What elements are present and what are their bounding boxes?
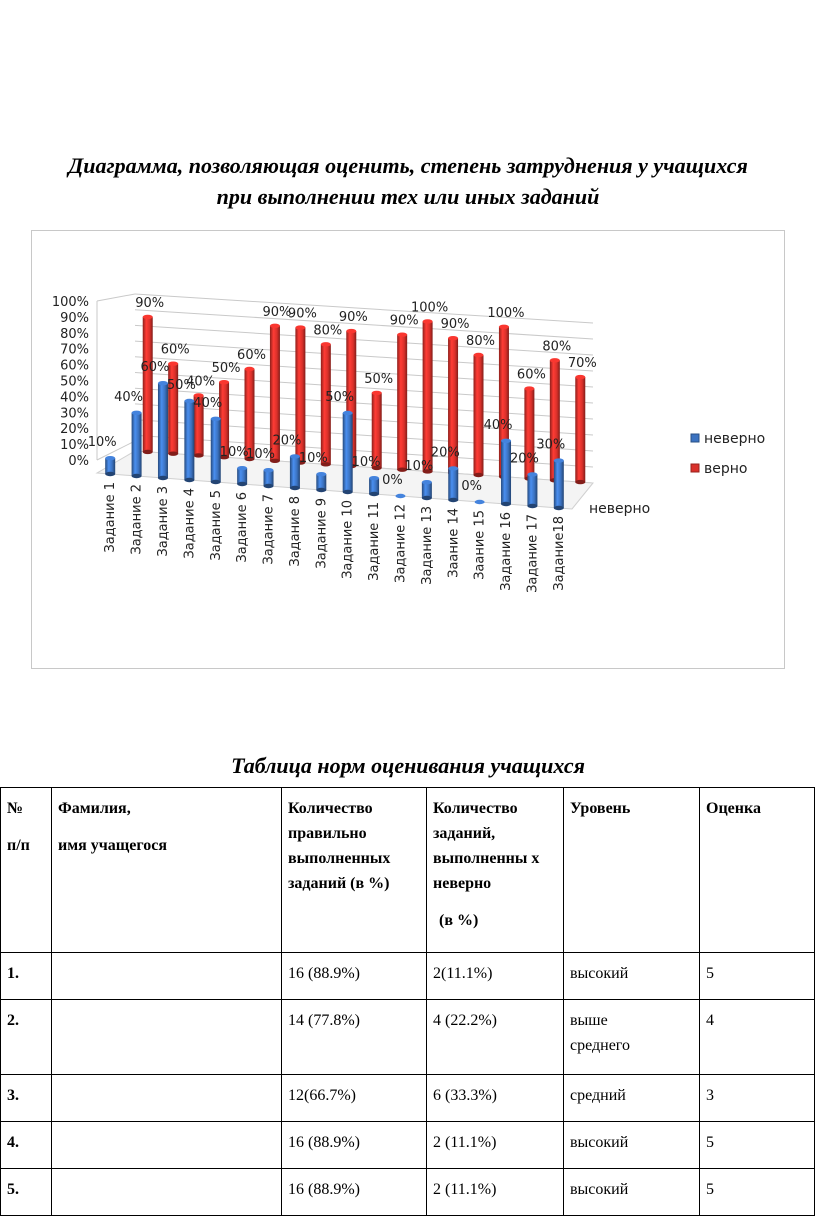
bar-neverno-3-body: [158, 383, 168, 478]
data-label: 50%: [364, 371, 394, 387]
y-tick-label: 0%: [68, 454, 89, 469]
data-label: 0%: [382, 473, 403, 488]
data-label: 40%: [193, 395, 223, 411]
bar-verno-14-top: [474, 353, 484, 357]
table-header-row: [1, 788, 815, 953]
bar-neverno-13-base: [422, 496, 432, 500]
bar-neverno-9-top: [316, 472, 326, 476]
bar-neverno-18-top: [554, 458, 564, 462]
x-tick-label: Задание 2: [129, 484, 145, 555]
bar-neverno-11-top: [369, 476, 379, 480]
legend-swatch: [691, 464, 699, 472]
bar-verno-14: [474, 353, 484, 477]
cell-grade: 5: [700, 1122, 815, 1169]
bar-neverno-17-base: [527, 504, 537, 508]
bar-neverno-8-base: [290, 486, 300, 490]
x-tick-label: Задание 13: [419, 506, 435, 585]
data-label: 60%: [516, 367, 546, 383]
bar-neverno-6-top: [237, 466, 247, 470]
bar-verno-16: [524, 386, 534, 480]
data-label: 10%: [219, 445, 249, 461]
cell-incorrect: 2(11.1%): [427, 953, 564, 1000]
cell-correct: 16 (88.9%): [282, 1122, 427, 1169]
bar-verno-14-base: [474, 473, 484, 477]
bar-neverno-14: [448, 466, 458, 502]
x-tick-label: Задание 6: [235, 492, 251, 563]
bar-verno-9-top: [346, 329, 356, 333]
bar-neverno-15: [475, 500, 485, 504]
bar-neverno-16: [501, 439, 511, 507]
bar-chart: [32, 231, 784, 668]
data-label: 10%: [246, 447, 275, 463]
data-label: 90%: [440, 317, 470, 333]
bar-neverno-13: [422, 480, 432, 500]
data-label: 40%: [114, 389, 144, 405]
cell-number: 1.: [1, 953, 52, 1000]
cell-correct: 12(66.7%): [282, 1075, 427, 1122]
x-tick-label: Задание18: [551, 516, 567, 591]
cell-name: [52, 1075, 282, 1122]
bar-verno-18-top: [575, 375, 585, 379]
bar-verno-2: [168, 361, 178, 455]
data-label: 60%: [140, 360, 170, 376]
header-grade: [700, 788, 815, 953]
data-label: 10%: [351, 455, 381, 471]
cell-number: 4.: [1, 1122, 52, 1169]
data-label: 90%: [262, 304, 292, 320]
x-tick-label: Задание 12: [393, 504, 409, 583]
bar-neverno-12: [395, 494, 405, 498]
header-correct-text: Количество правильно выполненных заданий (в %): [288, 800, 391, 892]
bar-neverno-5-base: [211, 480, 221, 484]
bar-neverno-18: [554, 458, 564, 510]
data-label: 50%: [325, 390, 355, 405]
bar-verno-18-body: [575, 377, 585, 482]
header-number-line-1: №: [7, 800, 24, 817]
bar-verno-2-top: [168, 361, 178, 365]
bar-verno-13-top: [448, 336, 458, 340]
bar-verno-1: [143, 315, 153, 454]
cell-grade: 4: [700, 1000, 815, 1075]
chart-title-line-1: Диаграмма, позволяющая оценить, степень затруднения у учащихся: [68, 153, 748, 178]
bar-verno-11-body: [397, 335, 407, 470]
cell-incorrect: 6 (33.3%): [427, 1075, 564, 1122]
bar-verno-6-top: [270, 324, 280, 328]
cell-grade: 5: [700, 1169, 815, 1216]
x-tick-label: Задание 17: [525, 514, 541, 593]
y-tick-label: 70%: [60, 342, 89, 358]
chart-area: [31, 230, 785, 669]
header-name: [52, 788, 282, 953]
bar-neverno-7: [264, 468, 274, 488]
depth-axis-label: неверно: [589, 501, 651, 517]
cell-number: 2.: [1, 1000, 52, 1075]
legend-label: неверно: [704, 431, 766, 447]
cell-correct: 16 (88.9%): [282, 953, 427, 1000]
table-row: [1, 1075, 815, 1122]
bar-neverno-14-body: [448, 468, 458, 500]
bar-neverno-1-body: [105, 458, 115, 474]
x-tick-label: Задание 11: [367, 502, 383, 581]
bar-neverno-17: [527, 472, 537, 508]
cell-level: средний: [564, 1075, 700, 1122]
bar-neverno-14-top: [448, 466, 458, 470]
data-label: 90%: [287, 306, 317, 322]
data-label: 0%: [461, 479, 482, 494]
cell-name: [52, 953, 282, 1000]
cell-name: [52, 1169, 282, 1216]
bar-verno-11: [397, 332, 407, 471]
bar-neverno-3: [158, 381, 168, 480]
y-tick-label: 90%: [60, 310, 89, 326]
data-label: 60%: [160, 342, 190, 358]
bar-neverno-3-base: [158, 476, 168, 480]
bar-neverno-16-body: [501, 441, 511, 504]
bar-verno-11-top: [397, 332, 407, 336]
cell-name: [52, 1122, 282, 1169]
bar-neverno-4-base: [184, 478, 194, 482]
gridline: [135, 325, 593, 355]
bar-neverno-15-top: [475, 500, 485, 504]
bar-neverno-17-top: [527, 472, 537, 476]
cell-correct: 16 (88.9%): [282, 1169, 427, 1216]
bar-neverno-11: [369, 476, 379, 496]
bar-verno-10-top: [372, 391, 382, 395]
gridline: [135, 341, 593, 371]
header-incorrect-line-1: Количество заданий, выполненны х неверно: [433, 800, 540, 892]
bar-neverno-16-base: [501, 502, 511, 506]
data-label: 20%: [430, 445, 460, 461]
bar-neverno-4-body: [184, 401, 194, 480]
bar-neverno-2: [132, 411, 142, 479]
x-tick-label: Задание 4: [182, 488, 198, 559]
data-label: 90%: [389, 313, 419, 329]
cell-incorrect: 4 (22.2%): [427, 1000, 564, 1075]
bar-verno-15-top: [499, 325, 509, 329]
data-label: 20%: [272, 433, 302, 449]
legend-label: верно: [704, 461, 748, 477]
data-label: 50%: [211, 361, 241, 377]
bar-neverno-9-base: [316, 488, 326, 492]
bar-neverno-11-base: [369, 492, 379, 496]
data-label: 70%: [567, 356, 597, 372]
data-label: 30%: [536, 437, 566, 453]
bar-neverno-17-body: [527, 474, 537, 506]
cell-incorrect: 2 (11.1%): [427, 1122, 564, 1169]
bar-verno-1-base: [143, 450, 153, 454]
table-row: [1, 1000, 815, 1075]
bar-verno-18-base: [575, 480, 585, 484]
table-row: [1, 953, 815, 1000]
header-incorrect: [427, 788, 564, 953]
bar-neverno-11-body: [369, 478, 379, 494]
bar-verno-12-top: [423, 319, 433, 323]
bar-verno-16-top: [524, 386, 534, 390]
x-tick-label: Задание 5: [208, 490, 224, 561]
y-tick-label: 40%: [60, 390, 89, 406]
bar-verno-17-top: [550, 358, 560, 362]
bar-neverno-10-base: [343, 490, 353, 494]
header-grade-text: Оценка: [706, 800, 761, 817]
cell-incorrect: 2 (11.1%): [427, 1169, 564, 1216]
bar-verno-18: [575, 375, 585, 484]
bar-neverno-2-base: [132, 474, 142, 478]
bar-neverno-6-base: [237, 482, 247, 486]
data-label: 40%: [483, 417, 513, 433]
data-label: 60%: [237, 348, 266, 363]
norms-table: [0, 787, 815, 1216]
bar-neverno-14-base: [448, 498, 458, 502]
table-title: Таблица норм оценивания учащихся: [231, 753, 585, 778]
table-row: [1, 1122, 815, 1169]
data-label: 90%: [338, 310, 368, 326]
x-tick-label: Задание 1: [103, 482, 119, 553]
y-tick-label: 10%: [60, 438, 89, 454]
bar-verno-3-base: [194, 453, 204, 457]
bar-neverno-7-base: [264, 484, 274, 488]
bar-neverno-2-top: [132, 411, 142, 415]
header-number-line-2: п/п: [7, 837, 30, 854]
cell-level: высокий: [564, 953, 700, 1000]
header-level-text: Уровень: [570, 800, 631, 817]
bar-verno-7-top: [295, 325, 305, 329]
bar-verno-1-top: [143, 315, 153, 319]
cell-name: [52, 1000, 282, 1075]
data-label: 80%: [542, 339, 572, 355]
header-correct: [282, 788, 427, 953]
y-tick-label: 30%: [60, 406, 89, 422]
cell-number: 5.: [1, 1169, 52, 1216]
data-label: 100%: [487, 305, 525, 321]
cell-number: 3.: [1, 1075, 52, 1122]
bar-neverno-5-top: [211, 417, 221, 421]
bar-neverno-10: [343, 411, 353, 494]
bar-neverno-1-top: [105, 456, 115, 460]
cell-level: высокий: [564, 1122, 700, 1169]
bar-neverno-9-body: [316, 474, 326, 490]
chart-title-line-2: при выполнении тех или иных заданий: [216, 184, 600, 209]
x-tick-label: Задание 7: [261, 494, 277, 565]
bar-neverno-13-body: [422, 482, 432, 498]
bar-neverno-12-top: [395, 494, 405, 498]
bar-neverno-7-top: [264, 468, 274, 472]
data-label: 50%: [166, 378, 196, 393]
table-row: [1, 1169, 815, 1216]
bar-neverno-10-top: [343, 411, 353, 415]
bar-neverno-9: [316, 472, 326, 492]
bar-verno-1-body: [143, 317, 153, 452]
header-incorrect-line-2: (в %): [439, 912, 479, 929]
y-tick-label: 80%: [60, 326, 89, 342]
chart-title: [20, 150, 796, 212]
data-label: 20%: [509, 451, 539, 467]
bar-neverno-1-base: [105, 472, 115, 476]
data-label: 80%: [466, 334, 495, 349]
bar-neverno-18-base: [554, 506, 564, 510]
cell-grade: 5: [700, 953, 815, 1000]
y-tick-label: 20%: [60, 422, 89, 438]
bar-neverno-4: [184, 399, 194, 482]
bar-neverno-1: [105, 456, 115, 476]
data-label: 10%: [404, 459, 434, 475]
bar-neverno-2-body: [132, 413, 142, 476]
x-tick-label: Задание 8: [287, 496, 303, 567]
header-name-line-2: имя учащегося: [58, 837, 168, 854]
header-number: [1, 788, 52, 953]
data-label: 40%: [186, 374, 216, 390]
bar-neverno-6-body: [237, 468, 247, 484]
data-label: 80%: [313, 323, 343, 339]
bar-neverno-18-body: [554, 461, 564, 508]
bar-neverno-6: [237, 466, 247, 486]
bar-verno-14-body: [474, 355, 484, 475]
side-wall-top: [97, 294, 135, 301]
header-level: [564, 788, 700, 953]
y-tick-label: 60%: [60, 358, 89, 374]
header-name-line-1: Фамилия,: [58, 800, 131, 817]
legend-swatch: [691, 434, 699, 442]
data-label: 100%: [411, 300, 449, 316]
x-tick-label: Заание 14: [446, 508, 462, 578]
x-tick-label: Заание 15: [472, 510, 488, 580]
bar-verno-8-top: [321, 342, 331, 346]
cell-level: выше среднего: [564, 1000, 700, 1075]
data-label: 90%: [135, 295, 165, 311]
x-tick-label: Задание 3: [155, 486, 171, 557]
x-tick-label: Задание 10: [340, 500, 356, 579]
bar-verno-5-top: [245, 367, 255, 371]
bar-neverno-13-top: [422, 480, 432, 484]
y-tick-label: 50%: [60, 374, 89, 390]
bar-neverno-16-top: [501, 439, 511, 443]
data-label: 10%: [87, 435, 117, 451]
cell-correct: 14 (77.8%): [282, 1000, 427, 1075]
y-tick-label: 100%: [51, 295, 89, 310]
bar-neverno-10-body: [343, 413, 353, 492]
bar-verno-2-base: [168, 451, 178, 455]
x-tick-label: Задание 9: [314, 498, 330, 569]
data-label: 10%: [298, 451, 328, 467]
cell-grade: 3: [700, 1075, 815, 1122]
gridline: [135, 417, 593, 451]
x-tick-label: Задание 16: [499, 512, 515, 591]
bar-neverno-7-body: [264, 470, 274, 486]
cell-level: высокий: [564, 1169, 700, 1216]
bar-verno-4-top: [219, 380, 229, 384]
